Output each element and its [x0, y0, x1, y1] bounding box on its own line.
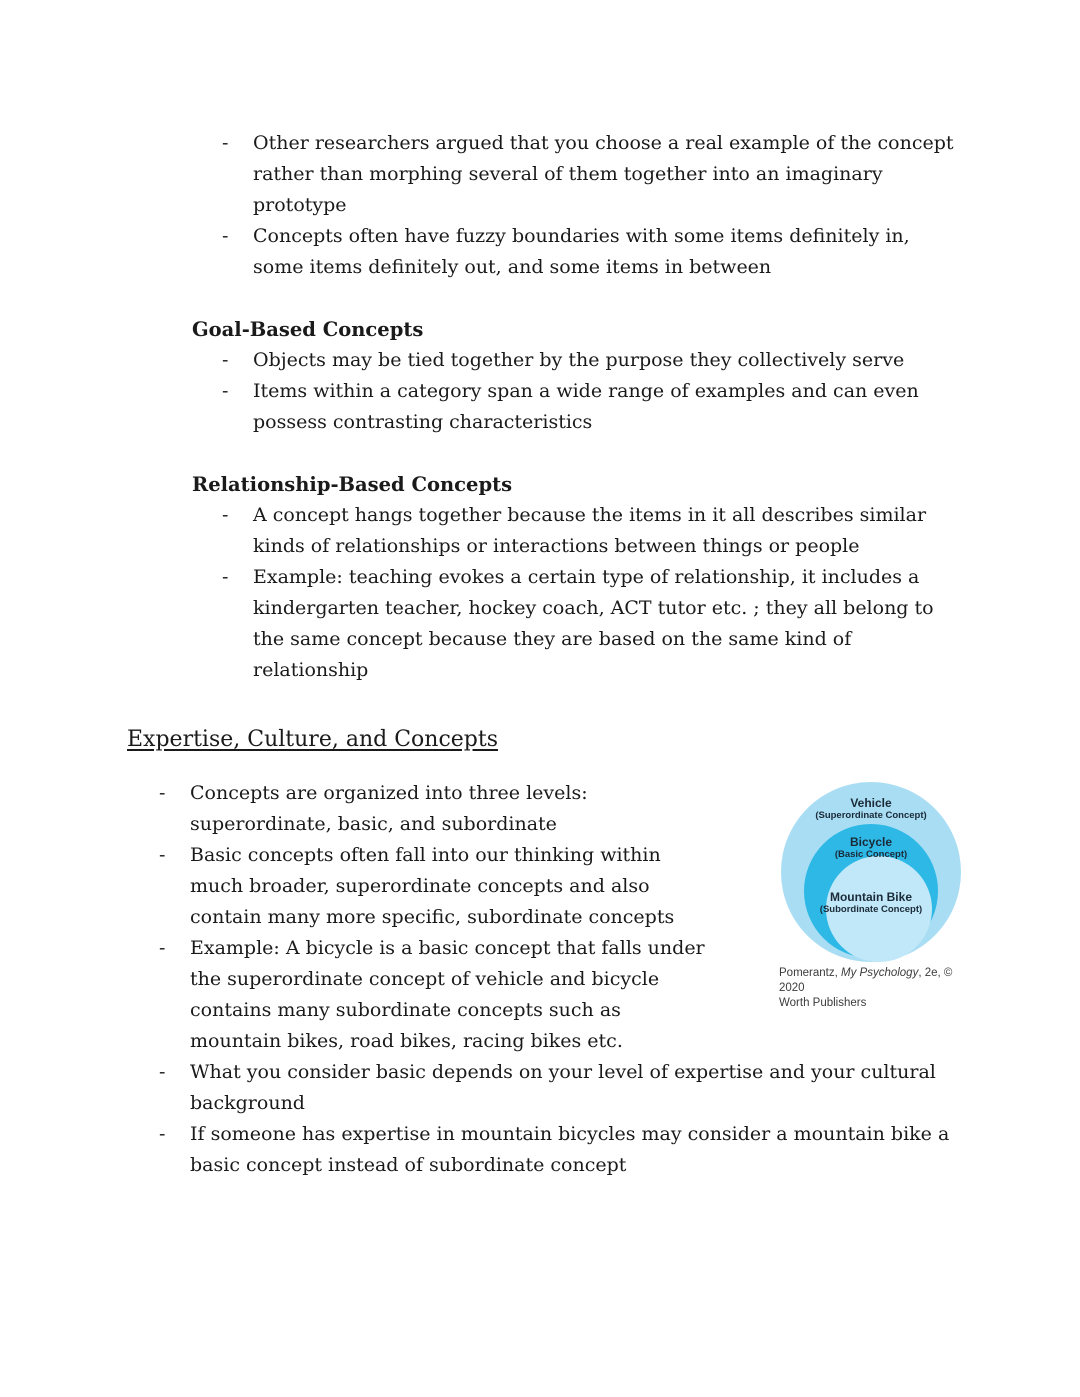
- dash-bullet: -: [159, 782, 166, 804]
- list-item: [159, 840, 956, 933]
- list-item-text: Objects may be tied together by the purpose they collectively serve: [253, 349, 905, 371]
- dash-bullet: -: [159, 844, 166, 866]
- vehicle-label-subtitle: (Superordinate Concept): [815, 810, 927, 822]
- list-item-text: Example: teaching evokes a certain type of relationship, it includes a kindergarten teacher, hockey coach, ACT tutor etc. ; they all belong to the same concept because they are based on the same kind of relationship: [253, 566, 934, 681]
- dash-bullet: -: [159, 1061, 166, 1083]
- dash-bullet: -: [222, 566, 229, 588]
- figure-caption-line2: Worth Publishers: [779, 997, 867, 1009]
- figure-caption-line1: Pomerantz, My Psychology, 2e, © 2020: [779, 967, 953, 994]
- goal-based-bullet-list: [222, 345, 959, 438]
- list-item: [159, 1057, 956, 1119]
- bicycle-label-title: Bicycle: [849, 835, 893, 849]
- mountain-bike-label-title: Mountain Bike: [829, 890, 912, 904]
- dash-bullet: -: [222, 504, 229, 526]
- expertise-culture-concepts-heading: Expertise, Culture, and Concepts: [127, 727, 498, 752]
- dash-bullet: -: [222, 380, 229, 402]
- list-item: [159, 778, 956, 840]
- dash-bullet: -: [159, 937, 166, 959]
- list-item-text: What you consider basic depends on your level of expertise and your cultural background: [190, 1061, 936, 1114]
- dash-bullet: -: [222, 349, 229, 371]
- list-item: [159, 933, 956, 1057]
- bicycle-label-subtitle: (Basic Concept): [834, 849, 908, 861]
- list-item-text: Basic concepts often fall into our thinking within much broader, superordinate concepts and also contain many more specific, subordinate concepts: [190, 844, 675, 928]
- mountain-bike-label-subtitle: (Subordinate Concept): [819, 904, 923, 916]
- goal-based-concepts-heading: Goal-Based Concepts: [192, 318, 424, 341]
- list-item: [222, 562, 959, 686]
- list-item: [222, 500, 959, 562]
- list-item: [159, 1119, 956, 1181]
- list-item: [222, 221, 959, 283]
- dash-bullet: -: [159, 1123, 166, 1145]
- list-item-text: Concepts often have fuzzy boundaries with some items definitely in, some items definitely out, and some items in between: [253, 225, 910, 278]
- relationship-based-bullet-list: [222, 500, 959, 686]
- relationship-based-concepts-heading: Relationship-Based Concepts: [192, 473, 513, 496]
- list-item-text: Other researchers argued that you choose a real example of the concept rather than morphing several of them together into an imaginary prototype: [253, 132, 954, 216]
- list-item-text: If someone has expertise in mountain bicycles may consider a mountain bike a basic concept instead of subordinate concept: [190, 1123, 950, 1176]
- list-item: [222, 128, 959, 221]
- intro-bullet-list: [222, 128, 959, 283]
- list-item-text: Concepts are organized into three levels: superordinate, basic, and subordinate: [190, 782, 588, 835]
- vehicle-label-title: Vehicle: [850, 796, 892, 810]
- list-item-text: Example: A bicycle is a basic concept that falls under the superordinate concept of vehicle and bicycle contains many subordinate concepts such as mountain bikes, road bikes, racing bikes etc.: [190, 937, 705, 1052]
- dash-bullet: -: [222, 225, 229, 247]
- list-item-text: Items within a category span a wide range of examples and can even possess contrasting characteristics: [253, 380, 919, 433]
- list-item: [222, 376, 959, 438]
- list-item: [222, 345, 959, 376]
- expertise-bullet-list: [159, 778, 956, 1181]
- list-item-text: A concept hangs together because the items in it all describes similar kinds of relationships or interactions between things or people: [253, 504, 927, 557]
- dash-bullet: -: [222, 132, 229, 154]
